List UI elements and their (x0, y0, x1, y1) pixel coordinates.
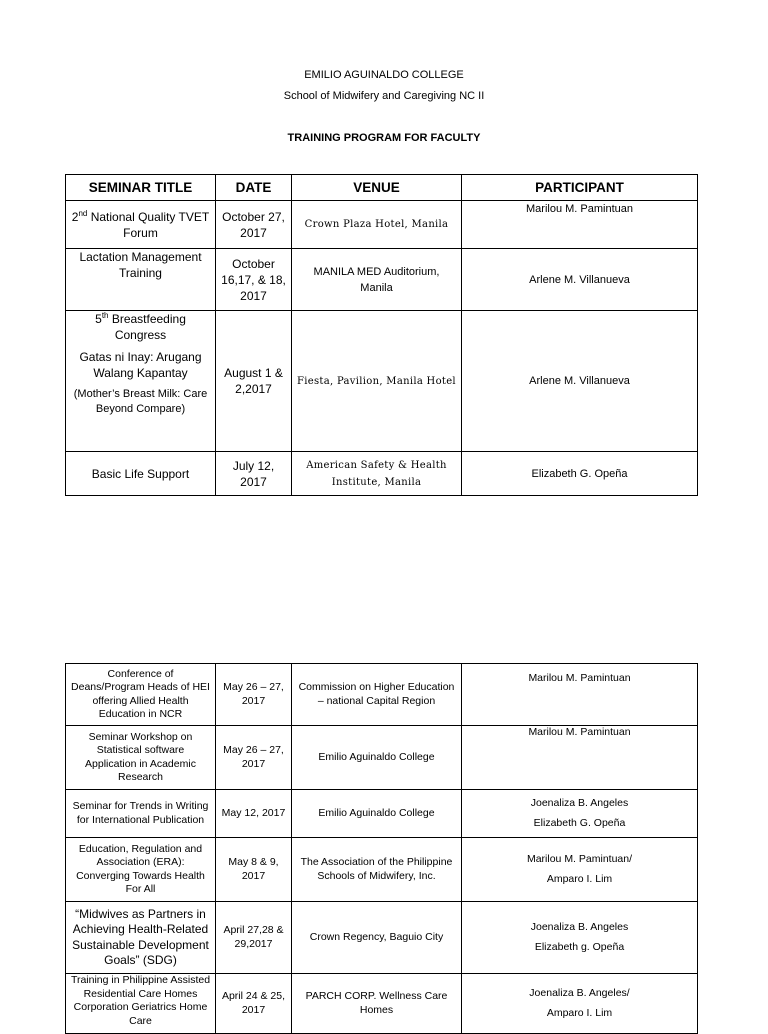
seminar-title: Seminar Workshop on Statistical software Application in Academic Research (85, 730, 196, 783)
training-table-1 (65, 174, 698, 496)
seminar-title-cell (66, 974, 216, 1034)
venue-cell: Crown Regency, Baguio City (292, 902, 462, 974)
venue-cell: The Association of the Philippine Schools of Midwifery, Inc. (292, 838, 462, 902)
table-row (66, 201, 698, 249)
seminar-subtitle: Gatas ni Inay: Arugang Walang Kapantay (79, 350, 202, 380)
participant-cell (462, 311, 698, 452)
seminar-title-cell (66, 838, 216, 902)
seminar-title: Conference of Deans/Program Heads of HEI offering Allied Health Education in NCR (71, 667, 210, 720)
participant-cell (462, 664, 698, 726)
date-cell: October 16,17, & 18, 2017 (216, 249, 292, 311)
date-cell: May 12, 2017 (216, 790, 292, 838)
table-header-row (66, 175, 698, 201)
school-name: School of Midwifery and Caregiving NC II (283, 90, 485, 102)
participant-cell (462, 790, 698, 838)
seminar-title: Seminar for Trends in Writing for International Publication (72, 800, 209, 826)
venue-cell: Crown Plaza Hotel, Manila (292, 201, 462, 249)
date-cell: April 27,28 & 29,2017 (216, 902, 292, 974)
table-row (66, 790, 698, 838)
seminar-title-cell (66, 452, 216, 496)
participant-name: Joenaliza B. Angeles/ (529, 987, 630, 999)
participant-name: Marilou M. Pamintuan/ (526, 853, 633, 865)
venue-cell: Commission on Higher Education – national Capital Region (292, 664, 462, 726)
participant-name: Marilou M. Pamintuan (528, 672, 631, 684)
table-row (66, 452, 698, 496)
column-header-participant: PARTICIPANT (462, 175, 698, 201)
participant-cell (462, 902, 698, 974)
date-cell: July 12, 2017 (216, 452, 292, 496)
participant-name: Marilou M. Pamintuan (528, 726, 631, 738)
seminar-title: Lactation Management Training (79, 250, 202, 280)
seminar-subtitle: (Mother’s Breast Milk: Care Beyond Compare) (73, 388, 208, 415)
seminar-title-cell (66, 790, 216, 838)
college-name: EMILIO AGUINALDO COLLEGE (304, 69, 464, 81)
table-row (66, 838, 698, 902)
participant-cell (462, 249, 698, 311)
date-cell: May 8 & 9, 2017 (216, 838, 292, 902)
date-cell: April 24 & 25, 2017 (216, 974, 292, 1034)
participant-name: Joenaliza B. Angeles (530, 921, 629, 933)
column-header-date: DATE (216, 175, 292, 201)
participant-cell (462, 838, 698, 902)
column-header-venue: VENUE (292, 175, 462, 201)
column-header-seminar-title: SEMINAR TITLE (66, 175, 216, 201)
participant-name: Elizabeth G. Opeña (531, 467, 628, 480)
participant-cell (462, 726, 698, 790)
date-cell: August 1 & 2,2017 (216, 311, 292, 452)
seminar-title-cell (66, 311, 216, 452)
participant-cell (462, 201, 698, 249)
participant-name: Elizabeth G. Opeña (533, 816, 626, 829)
participant-name: Joenaliza B. Angeles (530, 797, 629, 809)
program-title: TRAINING PROGRAM FOR FACULTY (287, 132, 481, 144)
seminar-title: 2nd National Quality TVET Forum (71, 208, 210, 240)
table-row (66, 974, 698, 1034)
venue-cell: MANILA MED Auditorium, Manila (292, 249, 462, 311)
training-table-2 (65, 663, 698, 1034)
venue-cell: Fiesta, Pavilion, Manila Hotel (292, 311, 462, 452)
seminar-title-cell (66, 726, 216, 790)
table-row (66, 902, 698, 974)
table-row (66, 249, 698, 311)
venue-cell: Emilio Aguinaldo College (292, 790, 462, 838)
venue-cell: Emilio Aguinaldo College (292, 726, 462, 790)
participant-name: Elizabeth g. Opeña (534, 940, 625, 953)
date-cell: May 26 – 27, 2017 (216, 664, 292, 726)
table-row (66, 726, 698, 790)
table-row (66, 664, 698, 726)
seminar-title: Training in Philippine Assisted Residential Care Homes Corporation Geriatrics Home Care (70, 974, 211, 1027)
participant-cell (462, 974, 698, 1034)
venue-cell: PARCH CORP. Wellness Care Homes (292, 974, 462, 1034)
table-row (66, 311, 698, 452)
seminar-title: Basic Life Support (91, 466, 190, 481)
participant-name: Arlene M. Villanueva (529, 273, 630, 286)
date-cell: May 26 – 27, 2017 (216, 726, 292, 790)
seminar-title: Education, Regulation and Association (ERA): Converging Towards Health For All (76, 842, 205, 895)
participant-name: Amparo I. Lim (546, 1006, 613, 1019)
venue-cell: American Safety & Health Institute, Manila (292, 452, 462, 496)
seminar-title: 5th Breastfeeding Congress (95, 311, 186, 342)
seminar-title: “Midwives as Partners in Achieving Health-Related Sustainable Development Goals” (SDG) (72, 906, 209, 967)
seminar-title-cell (66, 664, 216, 726)
seminar-title-cell (66, 249, 216, 311)
participant-name: Marilou M. Pamintuan (526, 203, 633, 215)
seminar-title-cell (66, 902, 216, 974)
seminar-title-cell (66, 201, 216, 249)
date-cell: October 27, 2017 (216, 201, 292, 249)
participant-name: Arlene M. Villanueva (529, 375, 630, 387)
participant-name: Amparo I. Lim (546, 872, 613, 885)
participant-cell (462, 452, 698, 496)
